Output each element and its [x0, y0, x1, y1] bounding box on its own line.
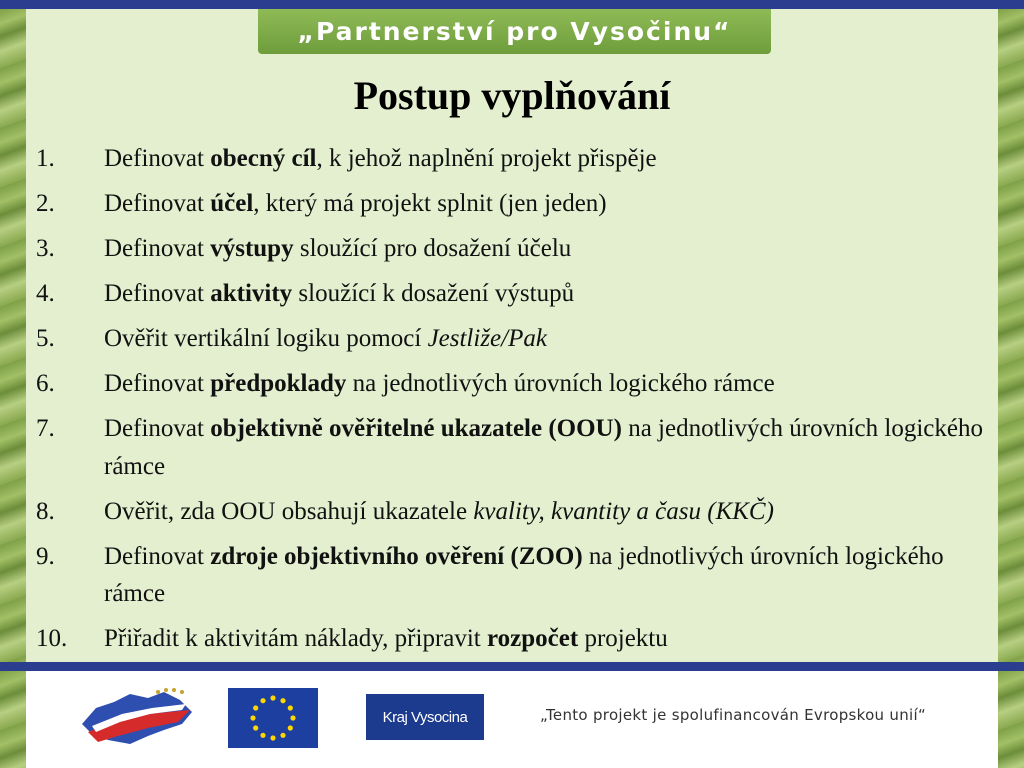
bottom-border-bar [0, 662, 1024, 671]
eu-star [270, 735, 275, 740]
step-fragment: Definovat [104, 280, 211, 307]
step-item [36, 140, 986, 178]
top-border-bar [0, 0, 1024, 9]
step-text [104, 140, 986, 178]
step-number: 4. [36, 280, 55, 307]
step-item [36, 410, 986, 485]
step-item [36, 185, 986, 223]
step-fragment: Definovat [104, 235, 211, 262]
step-fragment: projektu [578, 625, 668, 652]
czech-republic-logo [78, 684, 196, 752]
eu-cofinancing-note: „Tento projekt je spolufinancován Evropskou unií“ [540, 706, 927, 724]
eu-star [250, 715, 255, 720]
kraj-vysocina-logo-text: Kraj Vysocina [382, 708, 468, 726]
step-item [36, 320, 986, 358]
step-fragment: na jednotlivých úrovních logického rámce [104, 542, 944, 607]
step-text [104, 410, 986, 485]
step-fragment: Definovat [104, 415, 211, 442]
step-item [36, 493, 986, 531]
step-emphasis: předpoklady [210, 370, 347, 397]
eu-star [270, 695, 275, 700]
step-number: 2. [36, 190, 55, 217]
eu-stars-icon [228, 688, 318, 748]
steps-list [36, 140, 986, 665]
step-fragment: Definovat [104, 542, 211, 570]
step-number: 1. [36, 145, 55, 172]
step-number: 7. [36, 415, 55, 442]
step-text [104, 538, 986, 613]
step-number: 5. [36, 325, 55, 352]
eu-star [288, 725, 293, 730]
eu-star [253, 725, 258, 730]
step-fragment: Definovat [104, 145, 211, 172]
step-number: 9. [36, 542, 55, 570]
eu-star [260, 698, 265, 703]
slide-title: Postup vyplňování [353, 73, 671, 118]
step-fragment: , k jehož naplnění projekt přispěje [316, 145, 657, 172]
eu-star [288, 705, 293, 710]
step-text [104, 320, 986, 358]
step-italic: Jestliže/Pak [427, 325, 547, 352]
eu-flag-logo [228, 688, 318, 748]
step-fragment: na jednotlivých úrovních logického rámce [104, 415, 983, 480]
step-text [104, 493, 986, 531]
step-item [36, 275, 986, 313]
step-emphasis: výstupy [210, 235, 294, 262]
step-text [104, 620, 986, 658]
step-fragment: , který má projekt splnit (jen jeden) [253, 190, 607, 217]
step-italic: kvality, kvantity a času (KKČ) [473, 497, 774, 525]
step-fragment: Definovat [104, 190, 211, 217]
eu-star [290, 715, 295, 720]
step-emphasis: obecný cíl [210, 145, 317, 172]
step-fragment: sloužící pro dosažení účelu [293, 235, 572, 262]
step-text [104, 275, 986, 313]
kraj-vysocina-logo [366, 694, 484, 740]
step-text [104, 185, 986, 223]
eu-star [260, 733, 265, 738]
step-fragment: sloužící k dosažení výstupů [292, 280, 575, 307]
eu-star [253, 705, 258, 710]
step-emphasis: objektivně ověřitelné ukazatele (OOU) [210, 415, 622, 442]
step-fragment: Definovat [104, 370, 211, 397]
step-emphasis: aktivity [210, 280, 293, 307]
step-fragment: Ověřit vertikální logiku pomocí [104, 325, 428, 352]
header-banner: „Partnerství pro Vysočinu“ [258, 9, 771, 54]
footer-left-leaf-frame [0, 671, 26, 768]
step-fragment: Přiřadit k aktivitám náklady, připravit [104, 625, 488, 652]
step-fragment: Ověřit, zda OOU obsahují ukazatele [104, 497, 474, 525]
step-item [36, 230, 986, 268]
step-number: 3. [36, 235, 55, 262]
step-text [104, 365, 986, 403]
eu-star [280, 733, 285, 738]
step-fragment: na jednotlivých úrovních logického rámce [346, 370, 775, 397]
step-text [104, 230, 986, 268]
eu-star [280, 698, 285, 703]
step-emphasis: účel [210, 190, 254, 217]
step-number: 10. [36, 625, 68, 652]
step-item [36, 365, 986, 403]
step-number: 6. [36, 370, 55, 397]
step-emphasis: rozpočet [487, 625, 579, 652]
step-emphasis: zdroje objektivního ověření (ZOO) [210, 542, 583, 570]
step-item [36, 538, 986, 613]
footer-right-leaf-frame [998, 671, 1024, 768]
step-number: 8. [36, 497, 55, 525]
step-item [36, 620, 986, 658]
